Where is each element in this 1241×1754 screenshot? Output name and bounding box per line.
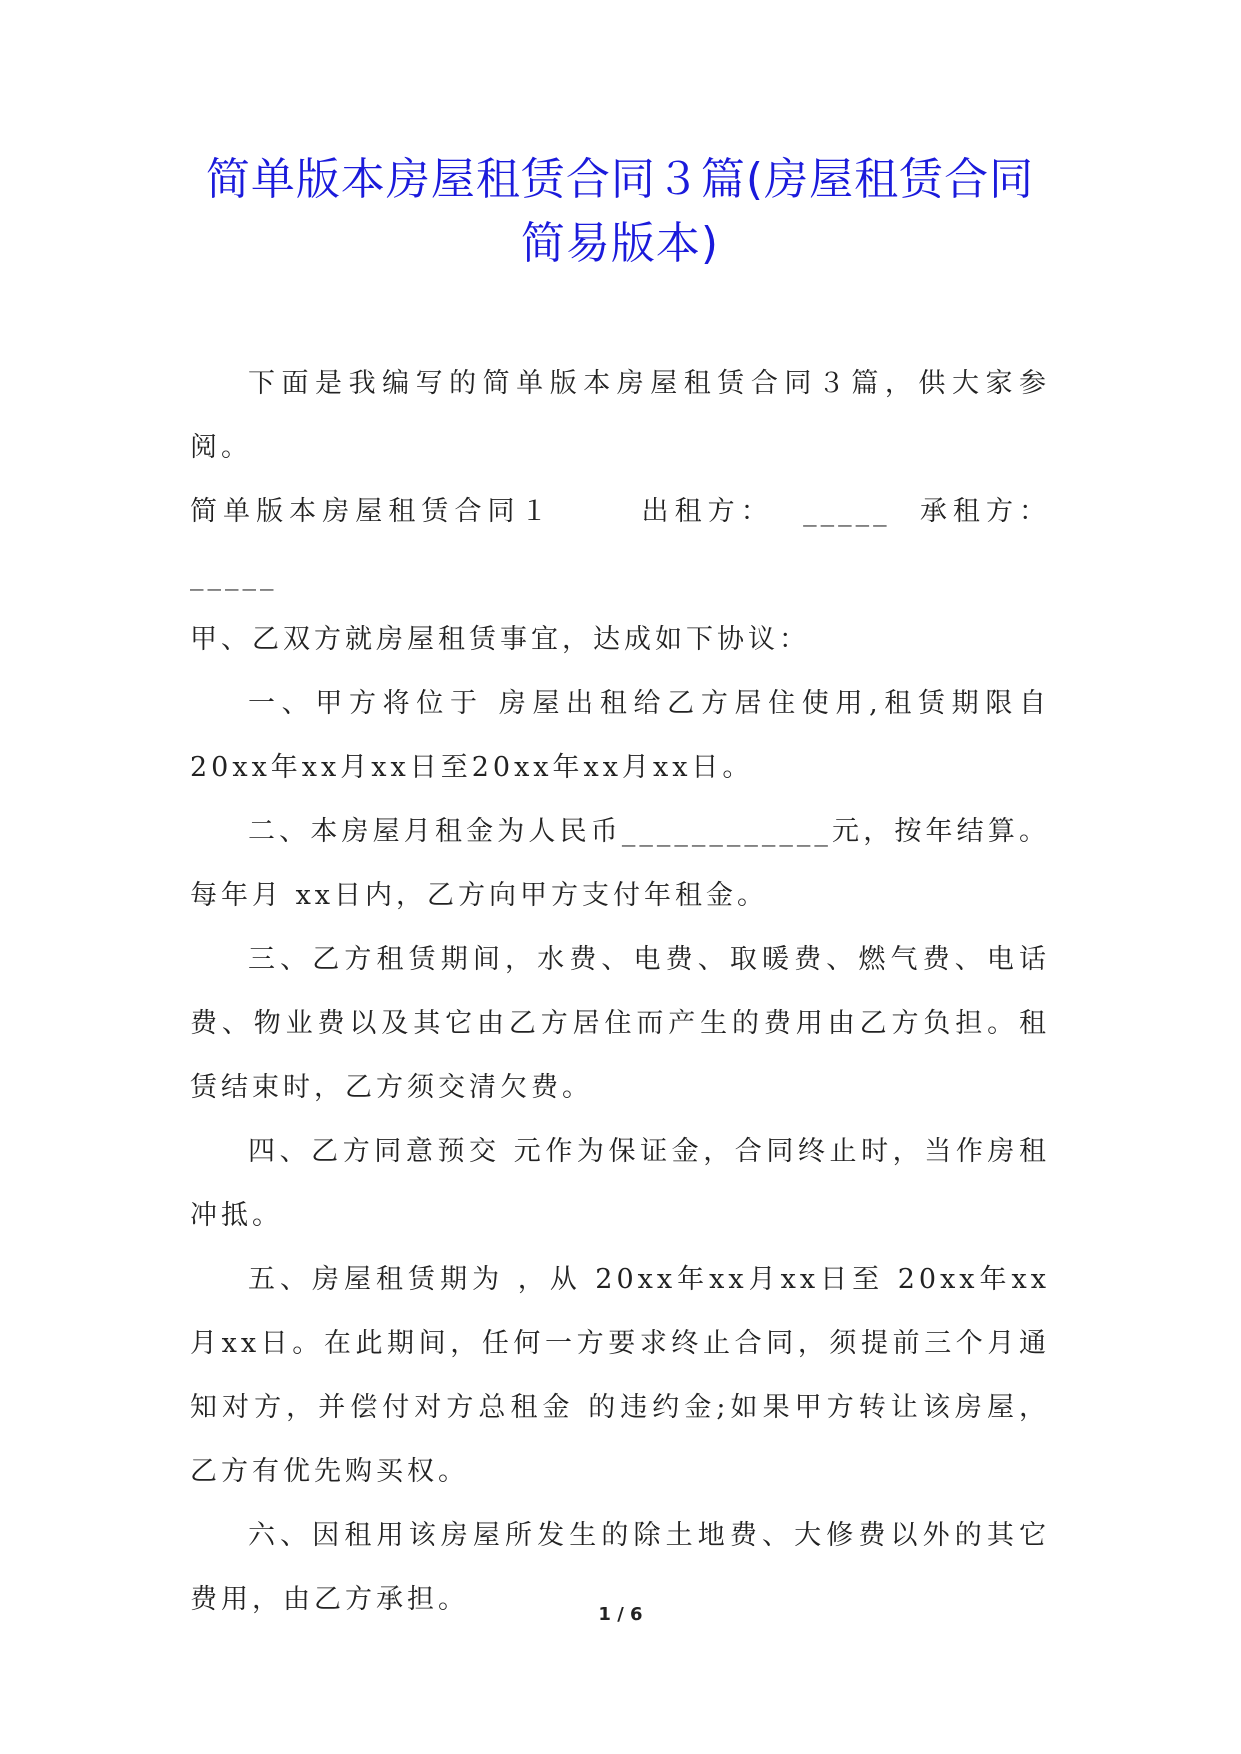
- paragraph-clause-4: 四、乙方同意预交 元作为保证金，合同终止时，当作房租冲抵。: [190, 1136, 1050, 1231]
- section-heading: 简单版本房屋租赁合同１: [190, 496, 554, 527]
- paragraph-clause-1: 一、甲方将位于 房屋出租给乙方居住使用,租赁期限自20xx年xx月xx日至20xx年xx月xx日。: [190, 688, 1050, 783]
- paragraph-agreement: 甲、乙双方就房屋租赁事宜，达成如下协议：: [190, 624, 810, 655]
- document-title: 简单版本房屋租赁合同３篇(房屋租赁合同简易版本): [205, 154, 1035, 269]
- lessor-blank: _____: [803, 496, 891, 527]
- intro-section: [190, 352, 1050, 480]
- paragraph-clause-6: 六、因租用该房屋所发生的除土地费、大修费以外的其它费用，由乙方承担。: [190, 1520, 1050, 1615]
- intro-paragraph: 下面是我编写的简单版本房屋租赁合同３篇，供大家参阅。: [190, 368, 1050, 463]
- page-number: 1 / 6: [598, 1604, 643, 1625]
- paragraph-clause-3: 三、乙方租赁期间，水费、电费、取暖费、燃气费、电话费、物业费以及其它由乙方居住而产生的费用由乙方负担。租赁结束时，乙方须交清欠费。: [190, 944, 1050, 1103]
- lessee-blank: _____: [190, 560, 278, 591]
- contract-body: [190, 480, 1050, 1632]
- paragraph-clause-5: 五、房屋租赁期为 ，从 20xx年xx月xx日至 20xx年xx月xx日。在此期间，任何一方要求终止合同，须提前三个月通知对方，并偿付对方总租金 的违约金;如果甲方转让该房屋，乙方有优先购买权。: [190, 1264, 1050, 1487]
- contract-heading-row: [190, 480, 1050, 608]
- lessee-label: 承租方：: [919, 496, 1051, 527]
- paragraph-clause-2: 二、本房屋月租金为人民币____________元，按年结算。每年月 xx日内，乙方向甲方支付年租金。: [190, 816, 1050, 911]
- lessor-label: 出租方：: [641, 496, 774, 527]
